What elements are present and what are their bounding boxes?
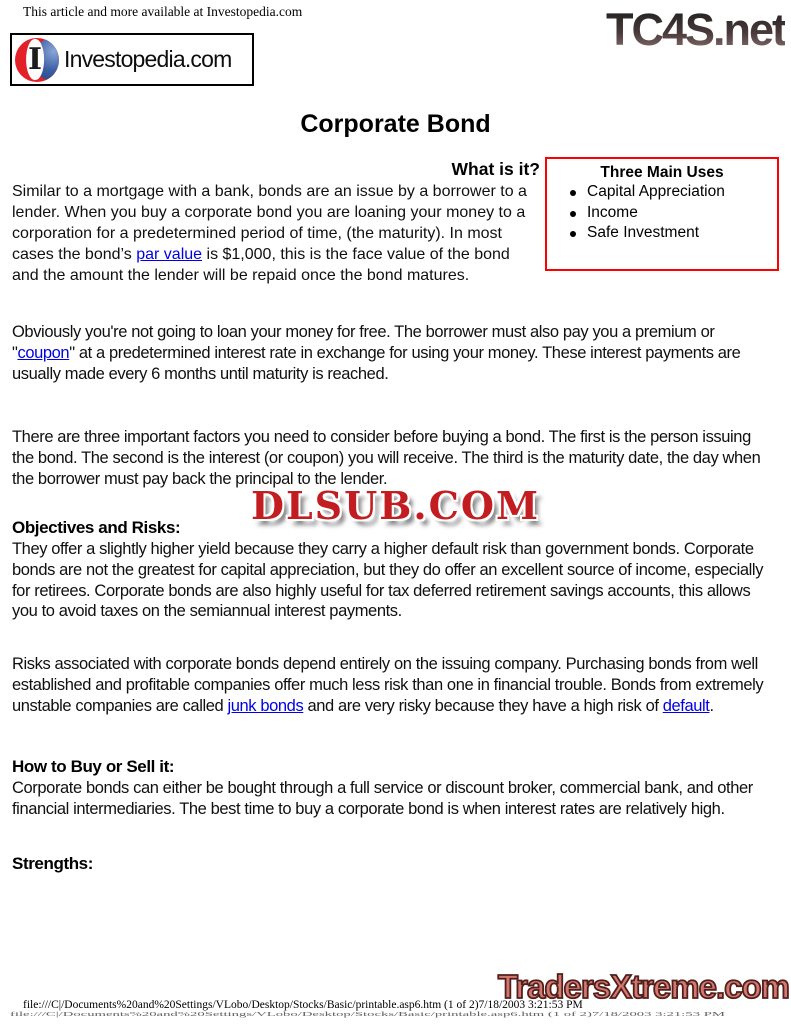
three-main-uses-box bbox=[545, 157, 779, 271]
investopedia-logo-text: Investopedia.com bbox=[64, 46, 232, 72]
uses-box-title: Three Main Uses bbox=[600, 164, 724, 181]
dlsub-watermark: DLSUB.COM bbox=[250, 483, 541, 528]
uses-item-label: Income bbox=[587, 203, 638, 221]
uses-list-item bbox=[587, 223, 777, 244]
coupon-link[interactable]: coupon bbox=[17, 343, 70, 362]
text-run: . bbox=[709, 696, 714, 715]
uses-list-item bbox=[587, 203, 777, 224]
bullet-icon bbox=[570, 231, 576, 237]
file-path-ghost: file:///C|/Documents%20and%20Settings/VLobo/Desktop/Stocks/Basic/printable.asp6.htm (1 of 2)7/18/2003 3:21:53 PM bbox=[10, 1010, 725, 1018]
junk-bonds-link[interactable]: junk bonds bbox=[227, 696, 304, 715]
risks-paragraph bbox=[12, 654, 772, 716]
top-note: This article and more available at Investopedia.com bbox=[23, 4, 303, 19]
intro-paragraph bbox=[12, 181, 532, 286]
page-title: Corporate Bond bbox=[300, 110, 491, 138]
uses-list-item bbox=[587, 182, 777, 203]
text-run: " at a predetermined interest rate in exchange for using your money. These interest payments are usually made every 6 months until maturity is reached. bbox=[12, 343, 741, 383]
investopedia-logo bbox=[10, 33, 254, 86]
how-to-heading: How to Buy or Sell it: bbox=[12, 757, 175, 776]
default-link[interactable]: default bbox=[662, 696, 710, 715]
tradersxtreme-logo: TradersXtreme.com bbox=[497, 968, 789, 1005]
bullet-icon bbox=[570, 190, 576, 196]
tc4s-logo: TC4S.net bbox=[605, 4, 785, 55]
premium-paragraph bbox=[12, 322, 768, 384]
strengths-heading: Strengths: bbox=[12, 854, 94, 873]
what-is-it-heading: What is it? bbox=[451, 159, 540, 179]
text-run: Similar to a mortgage with a bank, bonds are an issue by a borrower to a lender. When you buy a corporate bond you are loaning your money to a corporation for a predetermined period of time, (the maturity). In most cases the bond’s bbox=[12, 183, 527, 263]
factors-paragraph: There are three important factors you need to consider before buying a bond. The first is the person issuing the bond. The second is the interest (or coupon) you will receive. The third is the maturity date, the day when the borrower must pay back the principal to the lender. bbox=[12, 428, 761, 488]
objectives-paragraph: They offer a slightly higher yield because they carry a higher default risk than government bonds. Corporate bonds are not the greatest for capital appreciation, but they do offer an excellent source of income, especially for retirees. Corporate bonds are also highly useful for tax deferred retirement savings accounts, this allows you to avoid taxes on the semiannual interest payments. bbox=[12, 540, 764, 621]
text-run: Risks associated with corporate bonds depend entirely on the issuing company. Purchasing bonds from well established and profitable companies offer much less risk than one in financial trouble. Bonds from extremely unstable companies are called bbox=[12, 655, 764, 715]
globe-letter: I bbox=[27, 42, 43, 77]
objectives-heading: Objectives and Risks: bbox=[12, 518, 181, 537]
uses-item-label: Capital Appreciation bbox=[587, 183, 725, 200]
how-to-paragraph: Corporate bonds can either be bought through a full service or discount broker, commercial bank, and other financial intermediaries. The best time to buy a corporate bond is when interest rates are relatively high. bbox=[12, 779, 753, 818]
uses-item-label: Safe Investment bbox=[587, 224, 700, 241]
investopedia-globe-icon bbox=[15, 38, 59, 82]
file-path-status: file:///C|/Documents%20and%20Settings/VLobo/Desktop/Stocks/Basic/printable.asp6.htm (1 of 2)7/18/2003 3:21:53 PM bbox=[23, 999, 583, 1011]
text-run: Obviously you're not going to loan your money for free. The borrower must also pay you a premium or " bbox=[12, 323, 715, 362]
text-run: is $1,000, this is the face value of the bond and the amount the lender will be repaid once the bond matures. bbox=[12, 246, 510, 284]
par-value-link[interactable]: par value bbox=[136, 246, 203, 263]
text-run: and are very risky because they have a high risk of bbox=[303, 696, 663, 715]
bullet-icon bbox=[570, 211, 576, 217]
